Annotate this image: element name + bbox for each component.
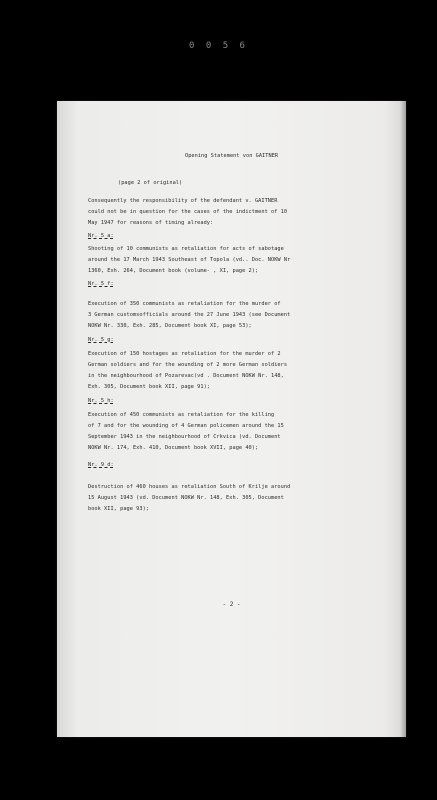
film-frame-number: 0 0 5 6 [189,41,248,51]
item-line: 15 August 1943 (vd. Document NOKW Nr. 148, Exh. 305, Document [88,495,284,501]
document-title: Opening Statement von GAITNER [185,153,279,159]
item-heading: Nr. 9 d: [88,462,114,468]
item-line: in the neighbourhood of Pozarevac(vd . Document NOKW Nr. 148, [88,373,284,379]
item-line: German soldiers and for the wounding of 2 more German soldiers [88,362,288,368]
item-line: Execution of 350 communists as retaliation for the murder of [88,301,281,307]
document-page [57,101,406,737]
item-line: 3 German customsofficials around the 27 June 1943 (see Document [88,312,291,318]
item-heading: Nr. 5 a: [88,233,114,239]
intro-line: Consequently the responsibility of the defendant v. GAITNER [88,198,278,204]
item-heading: Nr. 5 f: [88,281,114,287]
item-line: Execution of 150 hostages as retaliation for the murder of 2 [88,351,281,357]
item-line: September 1943 in the neighbourhood of Crkvica (vd. Document [88,434,281,440]
item-line: Execution of 450 communists as retaliation for the killing [88,412,275,418]
intro-line: could not be in question for the cases of the indictment of 10 [88,209,288,215]
item-line: Destruction of 460 houses as retaliation South of Krilje around [88,484,291,490]
item-line: Shooting of 10 communists as retaliation for acts of sabotage [88,246,284,252]
page-number: - 2 - [222,601,241,608]
item-heading: Nr. 5 h: [88,398,114,404]
item-line: NOKW Nr. 174, Exh. 410, Document book XVII, page 40); [88,445,259,451]
intro-line: May 1947 for reasons of timing already: [88,220,214,226]
item-line: NOKW Nr. 330, Exh. 285, Document book XI, page 53); [88,323,252,329]
item-line: Exh. 305, Document book XII, page 91); [88,384,211,390]
document-subtitle: (page 2 of original) [118,180,183,186]
item-line: 1360, Exh. 264, Document book (volume- , XI, page 2); [88,268,259,274]
item-heading: Nr. 5 g: [88,337,114,343]
item-line: book XII, page 93); [88,506,150,512]
item-line: of 7 and for the wounding of 4 German policemen around the 15 [88,423,284,429]
item-line: around the 17 March 1943 Southeast of Topola (vd.. Doc. NOKW Nr [88,257,291,263]
